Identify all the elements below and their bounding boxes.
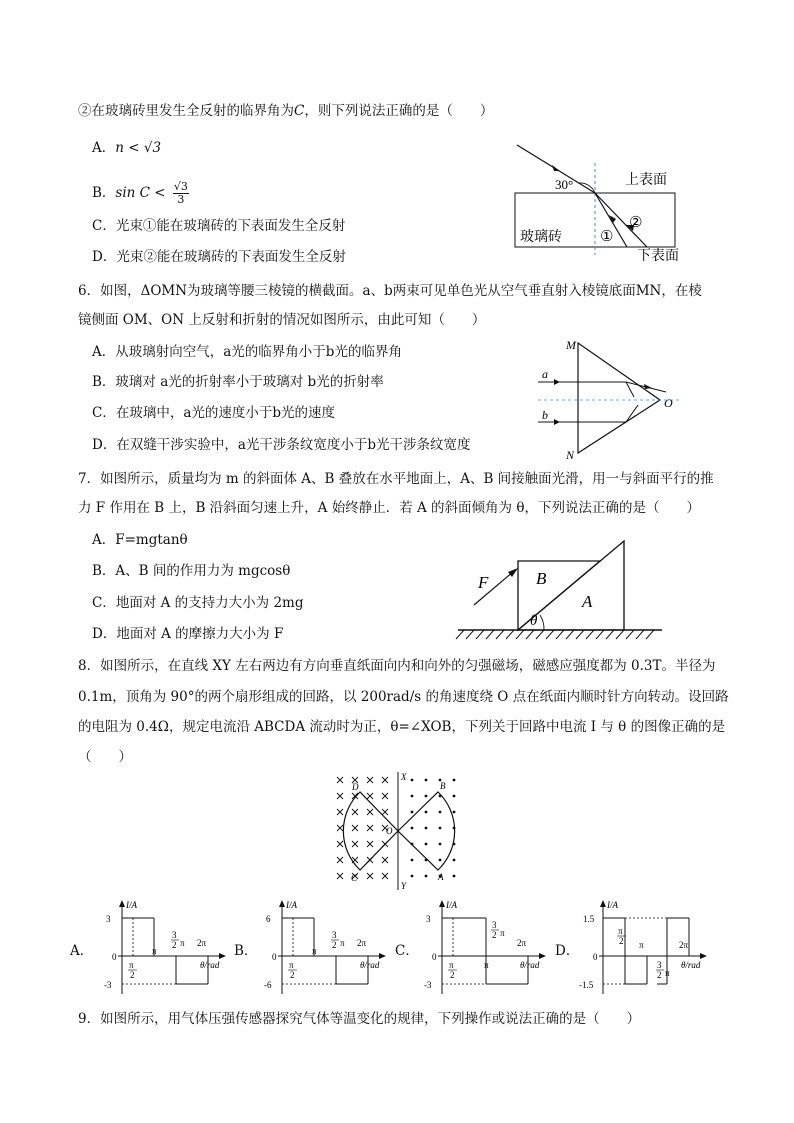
- svg-text:π: π: [484, 960, 489, 970]
- q5-angle-label: 30°: [555, 177, 574, 192]
- svg-text:I/A: I/A: [126, 900, 137, 910]
- q6-prism-figure: [530, 335, 690, 460]
- svg-text:π: π: [312, 946, 317, 956]
- q5-option-d: D．光束②能在玻璃砖的下表面发生全反射: [92, 249, 346, 265]
- svg-text:2: 2: [450, 970, 455, 980]
- q6-label-a: a: [542, 367, 548, 381]
- q7-option-b: B．A、B 间的作用力为 mgcosθ: [92, 563, 291, 579]
- svg-text:2: 2: [332, 940, 337, 950]
- q6-stem-line1: 6．如图，ΔOMN为玻璃等腰三棱镜的横截面。a、b两束可见单色光从空气垂直射入棱镜底面MN，在棱: [78, 283, 702, 299]
- svg-text:0: 0: [432, 952, 437, 962]
- svg-text:θ/rad: θ/rad: [520, 960, 540, 970]
- q6-label-o: O: [664, 396, 673, 410]
- svg-text:θ/rad: θ/rad: [681, 960, 701, 970]
- q6-label-m: M: [566, 338, 576, 352]
- svg-text:I/A: I/A: [446, 900, 457, 910]
- svg-text:2π: 2π: [357, 938, 367, 948]
- svg-text:π: π: [639, 940, 644, 950]
- q5-option-b: B．sin C < $\frac{√3}{3}$: [92, 180, 188, 206]
- svg-text:6: 6: [266, 914, 271, 924]
- svg-text:π: π: [289, 960, 294, 970]
- svg-text:π: π: [152, 946, 157, 956]
- q6-label-n: N: [566, 448, 575, 460]
- q6-label-b: b: [542, 408, 548, 422]
- svg-text:3: 3: [332, 930, 337, 940]
- svg-text:π: π: [129, 960, 134, 970]
- q6-option-b: B．玻璃对 a光的折射率小于玻璃对 b光的折射率: [92, 374, 384, 390]
- svg-text:π: π: [180, 938, 185, 948]
- svg-text:π: π: [665, 968, 670, 978]
- q8-stem-line1: 8．如图所示，在直线 XY 左右两边有方向垂直纸面向内和向外的匀强磁场，磁感应强度都为 0.3T。半径为: [78, 658, 716, 674]
- q7-option-c: C．地面对 A 的支持力大小为 2mg: [92, 595, 304, 611]
- q8-label-y: Y: [401, 881, 407, 891]
- svg-text:2: 2: [492, 930, 497, 940]
- svg-text:-3: -3: [424, 980, 432, 990]
- q6-stem-line2: 镜侧面 OM、ON 上反射和折射的情况如图所示，由此可知（ ）: [78, 312, 486, 328]
- q7-label-theta: θ: [530, 613, 538, 629]
- q7-stem-line1: 7．如图所示，质量均为 m 的斜面体 A、B 叠放在水平地面上，A、B 间接触面光滑，用一与斜面平行的推: [78, 471, 714, 487]
- q6-option-a: A．从玻璃射向空气，a光的临界角小于b光的临界角: [92, 344, 402, 360]
- q5-option-a: A．n < √3: [92, 140, 162, 156]
- svg-text:θ/rad: θ/rad: [200, 960, 220, 970]
- svg-text:θ/rad: θ/rad: [360, 960, 380, 970]
- q8-graph-b-letter: B．: [234, 943, 258, 959]
- q8-label-x: X: [401, 772, 407, 782]
- svg-text:-6: -6: [264, 980, 272, 990]
- q8-label-c: C: [351, 873, 358, 883]
- svg-text:2π: 2π: [679, 940, 689, 950]
- svg-text:0: 0: [593, 952, 598, 962]
- q8-graph-d: [573, 898, 713, 998]
- q8-label-b: B: [440, 781, 446, 791]
- q8-graph-d-letter: D．: [555, 943, 580, 959]
- q5-beam1-label: ①: [600, 229, 614, 245]
- q5-glass-label: 玻璃砖: [520, 230, 562, 245]
- svg-text:3: 3: [657, 960, 662, 970]
- q6-option-d: D．在双缝干涉实验中，a光干涉条纹宽度小于b光干涉条纹宽度: [92, 437, 471, 453]
- q8-graph-a-letter: A．: [70, 943, 94, 959]
- svg-text:0: 0: [112, 952, 117, 962]
- q9-stem: 9．如图所示，用气体压强传感器探究气体等温变化的规律，下列操作或说法正确的是（ ）: [78, 1011, 641, 1027]
- q8-graph-a: [92, 898, 232, 998]
- svg-text:2: 2: [290, 970, 295, 980]
- q8-label-a: A: [438, 872, 444, 882]
- q5-option-c: C．光束①能在玻璃砖的下表面发生全反射: [92, 218, 346, 234]
- svg-text:2: 2: [172, 940, 177, 950]
- svg-text:3: 3: [172, 930, 177, 940]
- svg-text:I/A: I/A: [286, 900, 297, 910]
- q8-magnetic-field-figure: [330, 768, 465, 893]
- q5-glass-figure: [505, 135, 695, 265]
- q6-option-c: C．在玻璃中，a光的速度小于b光的速度: [92, 405, 336, 421]
- q8-graph-c: [412, 898, 552, 998]
- q7-label-a: A: [582, 592, 593, 611]
- svg-text:2: 2: [130, 970, 135, 980]
- svg-text:2π: 2π: [517, 938, 527, 948]
- q5-b-denominator: 3: [177, 193, 185, 206]
- svg-text:2: 2: [619, 936, 624, 946]
- svg-text:π: π: [340, 938, 345, 948]
- q7-label-b: B: [536, 569, 547, 588]
- svg-text:I/A: I/A: [607, 900, 618, 910]
- svg-text:3: 3: [426, 914, 431, 924]
- q5-bottom-surface-label: 下表面: [637, 249, 679, 264]
- svg-text:π: π: [618, 926, 623, 936]
- q7-stem-line2: 力 F 作用在 B 上，B 沿斜面匀速上升，A 始终静止．若 A 的斜面倾角为 θ，下列说法正确的是（ ）: [78, 500, 700, 516]
- q5-top-surface-label: 上表面: [625, 173, 667, 188]
- svg-text:2: 2: [657, 970, 662, 980]
- svg-text:-3: -3: [104, 980, 112, 990]
- q7-option-a: A．F=mgtanθ: [92, 532, 188, 548]
- q5-stem: ②在玻璃砖里发生全反射的临界角为C，则下列说法正确的是（ ）: [78, 103, 494, 119]
- svg-text:0: 0: [272, 952, 277, 962]
- q8-stem-line3: 的电阻为 0.4Ω，规定电流沿 ABCDA 流动时为正，θ=∠XOB，下列关于回路中电流 I 与 θ 的图像正确的是: [78, 719, 726, 735]
- q8-graph-c-letter: C．: [395, 943, 419, 959]
- svg-text:2π: 2π: [197, 938, 207, 948]
- q7-label-f: F: [478, 573, 489, 592]
- q7-incline-figure: [452, 535, 664, 645]
- q8-stem-line2: 0.1m，顶角为 90°的两个扇形组成的回路，以 200rad/s 的角速度绕 O 点在纸面内顺时针方向转动。设回路: [78, 689, 729, 705]
- svg-text:3: 3: [106, 914, 111, 924]
- q8-label-d: D: [352, 782, 359, 792]
- q8-label-o: O: [386, 826, 393, 836]
- svg-text:1.5: 1.5: [583, 914, 595, 924]
- q5-b-numerator: √3: [173, 180, 188, 193]
- svg-text:-1.5: -1.5: [579, 980, 594, 990]
- q5-beam2-label: ②: [629, 215, 643, 231]
- q8-stem-line4: （ ）: [78, 749, 132, 765]
- svg-text:3: 3: [492, 920, 497, 930]
- q8-graph-b: [252, 898, 392, 998]
- q7-option-d: D．地面对 A 的摩擦力大小为 F: [92, 626, 284, 642]
- svg-text:π: π: [449, 960, 454, 970]
- svg-text:π: π: [500, 928, 505, 938]
